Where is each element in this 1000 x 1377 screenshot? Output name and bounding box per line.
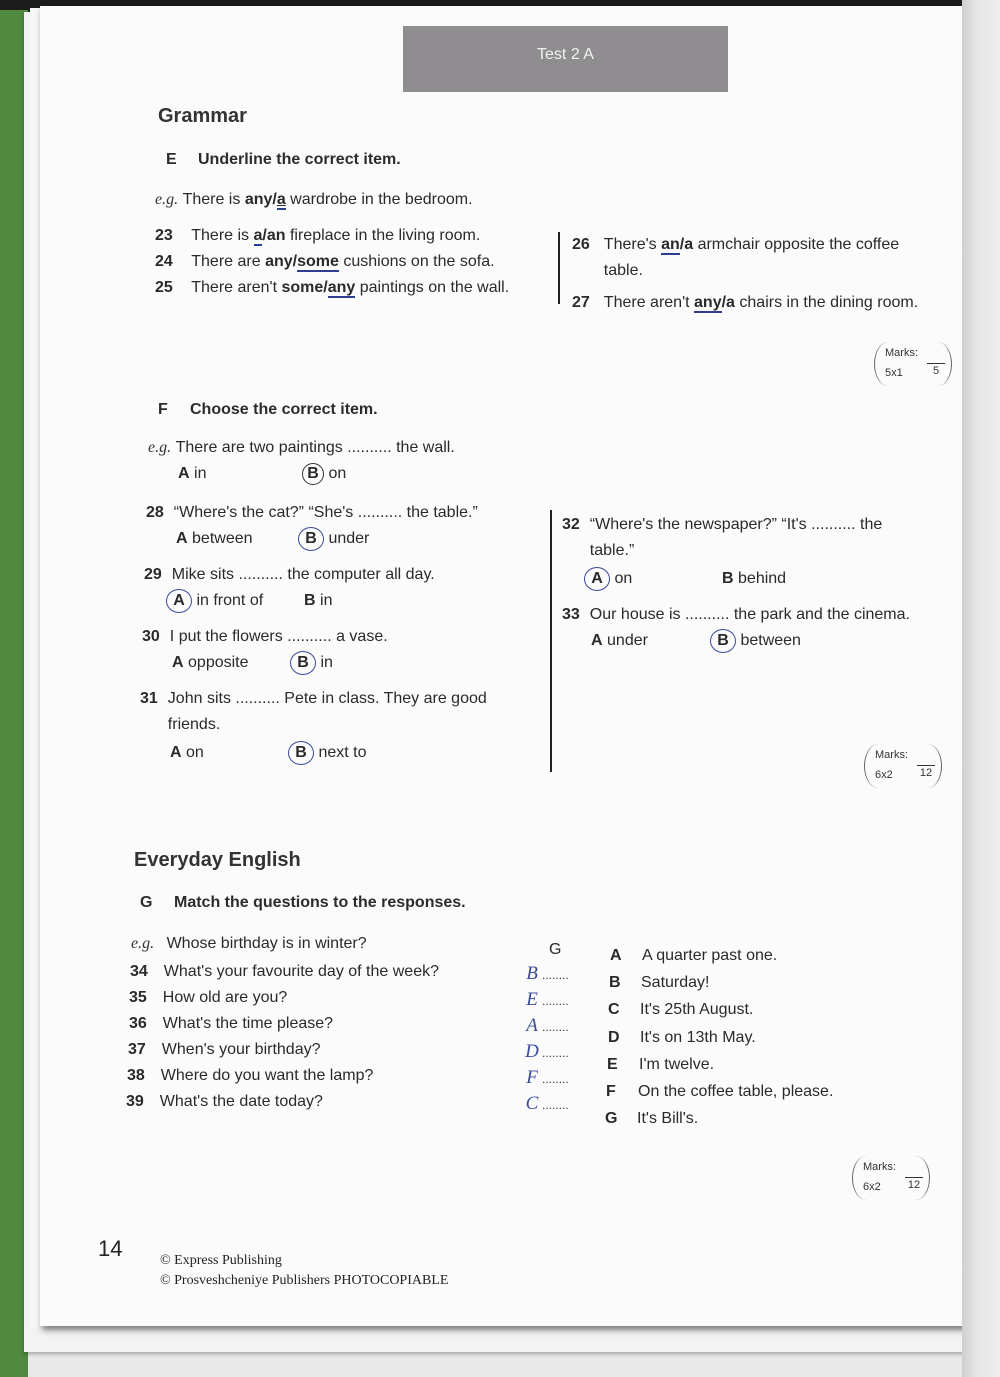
marks-label: Marks: [863, 1161, 896, 1173]
separator: / [721, 294, 727, 311]
question-31 [140, 686, 542, 738]
example-text: Whose birthday is in winter? [166, 935, 367, 952]
test-title: Test 2 A [537, 46, 594, 63]
question-number: 29 [144, 566, 162, 583]
answer-blank[interactable] [524, 990, 569, 1011]
question-row [128, 1040, 320, 1060]
marks-total: 5 [927, 363, 945, 378]
question-number: 24 [155, 253, 173, 270]
dotted-line: ........ [542, 1098, 569, 1112]
separator: / [262, 227, 267, 244]
option[interactable]: a [684, 236, 694, 253]
exercise-f-example [148, 438, 455, 458]
option-a[interactable]: A on [170, 740, 204, 766]
option-text: opposite [188, 654, 249, 671]
answer-blank[interactable] [524, 1016, 569, 1037]
question-23 [155, 226, 480, 246]
question-number: 36 [129, 1015, 147, 1032]
question-text-end: paintings on the wall. [355, 279, 510, 296]
option-text: in [320, 592, 333, 609]
option-a[interactable]: A opposite [172, 650, 249, 676]
dotted-line: ........ [542, 968, 569, 982]
example-option-a: A in [178, 461, 206, 487]
question-28 [146, 500, 544, 526]
response-text: Saturday! [641, 974, 710, 991]
handwritten-answer: B [526, 963, 538, 984]
question-32-continuation: table.” [589, 542, 635, 559]
option-text: between [192, 530, 253, 547]
question-30 [142, 624, 542, 650]
question-row [127, 1066, 373, 1086]
question-number: 32 [562, 516, 580, 533]
underlined-answer[interactable]: any [694, 294, 722, 311]
example-label: e.g. [148, 439, 172, 456]
option-text: on [614, 570, 633, 587]
question-number: 25 [155, 279, 173, 296]
response-text: A quarter past one. [642, 947, 778, 964]
question-32 [562, 512, 957, 564]
exercise-e-example [155, 190, 473, 210]
response-letter: B [609, 974, 621, 991]
marks-label: Marks: [885, 347, 918, 359]
example-text-end: wardrobe in the bedroom. [285, 191, 473, 208]
option-text: behind [738, 570, 787, 587]
dotted-line: ........ [542, 1046, 569, 1060]
exercise-g-example [131, 934, 367, 954]
option[interactable]: an [266, 227, 286, 244]
example-answer: G [549, 941, 562, 958]
answer-blank[interactable] [524, 1068, 569, 1089]
question-number: 23 [155, 227, 173, 244]
marks-box-f [864, 744, 942, 788]
option[interactable]: a [726, 294, 735, 311]
example-text: There are two paintings .......... the wall. [175, 439, 455, 456]
question-number: 27 [572, 294, 590, 311]
response-text: It's Bill's. [637, 1110, 699, 1127]
question-29 [144, 562, 542, 588]
question-number: 33 [562, 606, 580, 623]
question-text: “Where's the newspaper?” “It's .......... the [589, 516, 883, 533]
question-text: Our house is .......... the park and the cinema. [589, 606, 910, 623]
handwritten-answer: F [526, 1067, 538, 1088]
pen-circle: B [288, 741, 314, 765]
option-text: in [194, 465, 207, 482]
example-option-b [302, 461, 346, 487]
question-text-end: cushions on the sofa. [338, 253, 495, 270]
response-text: On the coffee table, please. [638, 1083, 834, 1100]
answer-blank[interactable] [524, 1042, 569, 1063]
question-number: 26 [572, 236, 590, 253]
marks-formula: 6x2 [863, 1181, 881, 1193]
pen-circle: A [166, 589, 192, 613]
question-text-end: fireplace in the living room. [285, 227, 481, 244]
example-option: any/ [244, 191, 277, 208]
question-26-continuation: table. [603, 262, 643, 279]
option-b-selected[interactable] [710, 628, 801, 654]
option-b[interactable]: B behind [722, 566, 786, 592]
test-header [403, 26, 728, 92]
exercise-g-instruction: Match the questions to the responses. [174, 894, 466, 911]
pen-circle: B [298, 527, 324, 551]
underlined-answer[interactable]: an [661, 236, 680, 253]
response-text: It's 25th August. [640, 1001, 754, 1018]
pen-circle: B [710, 629, 736, 653]
question-number: 37 [128, 1041, 146, 1058]
separator: / [292, 253, 298, 270]
separator: / [323, 279, 328, 296]
option-text: between [740, 632, 801, 649]
response-letter: G [605, 1110, 618, 1127]
response-letter: F [606, 1083, 616, 1100]
copyright-line-2: © Prosveshcheniye Publishers PHOTOCOPIABLE [160, 1273, 449, 1288]
option-text: on [186, 744, 204, 761]
question-text: Where do you want the lamp? [160, 1067, 374, 1084]
marks-box-e [874, 342, 952, 386]
question-row [126, 1092, 323, 1112]
response-row [606, 1082, 833, 1102]
answer-blank[interactable] [524, 1094, 569, 1115]
dotted-line: ........ [542, 1072, 569, 1086]
option-text: next to [318, 744, 367, 761]
response-row [610, 946, 777, 966]
section-title-everyday-english: Everyday English [134, 849, 301, 871]
marks-label: Marks: [875, 749, 908, 761]
question-row [129, 988, 287, 1008]
option[interactable]: any [265, 253, 293, 270]
exercise-g-letter: G [140, 894, 153, 911]
underlined-answer[interactable]: a [253, 227, 263, 244]
question-text: What's your favourite day of the week? [163, 963, 439, 980]
dotted-line: ........ [542, 994, 569, 1008]
column-divider [558, 232, 560, 304]
handwritten-answer: E [526, 989, 538, 1010]
question-text: “Where's the cat?” “She's .......... the table.” [173, 504, 478, 521]
option-text: in front of [196, 592, 264, 609]
separator: / [679, 236, 685, 253]
option-text: in [320, 654, 333, 671]
question-row [129, 1014, 333, 1034]
option-a-selected[interactable] [584, 566, 632, 592]
exercise-f-instruction: Choose the correct item. [190, 401, 378, 418]
example-answer: a [276, 191, 286, 208]
question-number: 39 [126, 1093, 144, 1110]
copyright-line-1: © Express Publishing [160, 1253, 282, 1268]
question-text: There are [191, 253, 266, 270]
question-text: There's [603, 236, 662, 253]
question-text: How old are you? [162, 989, 288, 1006]
section-title-grammar: Grammar [158, 105, 247, 127]
marks-total: 12 [905, 1177, 923, 1192]
question-text: When's your birthday? [161, 1041, 321, 1058]
question-number: 31 [140, 690, 158, 707]
response-letter: C [608, 1001, 620, 1018]
example-text: There is [182, 191, 245, 208]
page-gutter-shade [962, 0, 1000, 1377]
question-number: 35 [129, 989, 147, 1006]
question-number: 28 [146, 504, 164, 521]
response-letter: E [607, 1056, 618, 1073]
response-row [607, 1055, 714, 1075]
page-number: 14 [98, 1236, 123, 1261]
option-text: under [328, 530, 370, 547]
option-b-selected[interactable] [290, 650, 333, 676]
option-text: under [607, 632, 648, 649]
example-label: e.g. [131, 935, 155, 952]
response-text: I'm twelve. [639, 1056, 715, 1073]
question-31-continuation: friends. [167, 716, 221, 733]
exercise-e-instruction: Underline the correct item. [198, 151, 401, 168]
question-number: 38 [127, 1067, 145, 1084]
option-b-selected[interactable] [288, 740, 366, 766]
underlined-answer[interactable]: any [327, 279, 356, 296]
question-number: 34 [130, 963, 148, 980]
question-number: 30 [142, 628, 160, 645]
option-b-selected[interactable] [298, 526, 369, 552]
option-text: on [328, 465, 347, 482]
marks-formula: 6x2 [875, 769, 893, 781]
question-row [130, 962, 439, 982]
marks-total: 12 [917, 765, 935, 780]
option-a-selected[interactable] [166, 588, 263, 614]
question-25 [155, 278, 509, 298]
response-row [608, 1028, 756, 1048]
dotted-line: ........ [542, 1020, 569, 1034]
question-text: There aren't [603, 294, 695, 311]
exercise-e-letter: E [166, 151, 177, 168]
option-b[interactable]: B in [304, 588, 332, 614]
option-a[interactable]: A under [591, 628, 648, 654]
question-text-end: chairs in the dining room. [734, 294, 919, 311]
exercise-f-letter: F [158, 401, 168, 418]
question-26 [572, 232, 957, 284]
handwritten-answer: C [525, 1093, 539, 1114]
option[interactable]: some [281, 279, 324, 296]
question-33 [562, 602, 957, 628]
question-text: Mike sits .......... the computer all day. [171, 566, 435, 583]
question-text-end: armchair opposite the coffee [693, 236, 900, 253]
question-24 [155, 252, 495, 272]
question-text: John sits .......... Pete in class. They are good [167, 690, 487, 707]
column-divider [550, 510, 552, 772]
handwritten-answer: D [525, 1041, 539, 1062]
question-text: There is [191, 227, 254, 244]
question-text: What's the time please? [162, 1015, 334, 1032]
question-text: What's the date today? [159, 1093, 323, 1110]
response-row [609, 973, 709, 993]
circled-letter-b: B [302, 463, 324, 485]
example-label: e.g. [155, 191, 179, 208]
response-letter: D [608, 1029, 620, 1046]
response-row [608, 1000, 753, 1020]
pen-circle: B [290, 651, 316, 675]
underlined-answer[interactable]: some [297, 253, 339, 270]
response-text: It's on 13th May. [640, 1029, 756, 1046]
response-letter: A [610, 947, 622, 964]
answer-blank[interactable] [524, 964, 569, 985]
question-text: I put the flowers .......... a vase. [169, 628, 388, 645]
question-text: There aren't [191, 279, 282, 296]
handwritten-answer: A [526, 1015, 538, 1036]
marks-box-g [852, 1156, 930, 1200]
option-a[interactable]: A between [176, 526, 253, 552]
question-27 [572, 290, 957, 316]
response-row [605, 1109, 698, 1129]
marks-formula: 5x1 [885, 367, 903, 379]
pen-circle: A [584, 567, 610, 591]
